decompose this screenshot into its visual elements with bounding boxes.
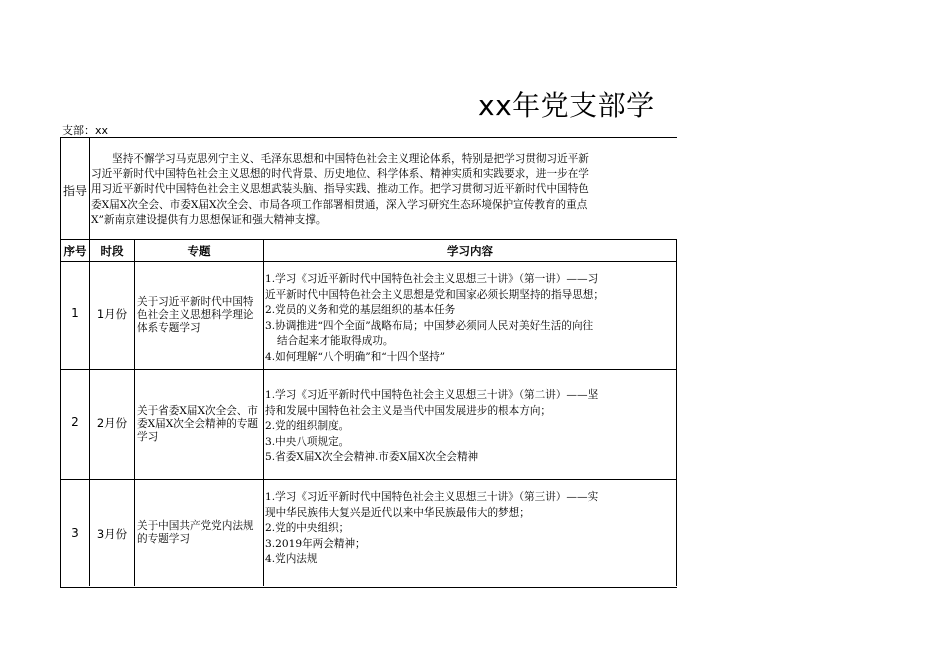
guide-line: X”新南京建设提供有力思想保证和强大精神支撑。	[91, 213, 327, 226]
guide-label: 指导	[63, 184, 88, 198]
content-line: 4.如何理解“八个明确”和“十四个坚持”	[265, 350, 446, 363]
row-divider-1	[61, 369, 677, 370]
row-period: 2月份	[96, 416, 128, 430]
content-line: 1.学习《习近平新时代中国特色社会主义思想三十讲》（第一讲）——习	[265, 273, 599, 285]
row-content	[265, 388, 675, 466]
row-topic: 关于习近平新时代中国特色社会主义思想科学理论体系专题学习	[137, 296, 254, 334]
col-divider-1	[89, 138, 90, 586]
col-divider-right	[676, 239, 677, 586]
row-content	[265, 490, 675, 568]
content-line: 2.党员的义务和党的基层组织的基本任务	[265, 304, 456, 316]
header-topic: 专题	[187, 244, 211, 258]
content-line: 3.协调推进“四个全面”战略布局；中国梦必须同人民对美好生活的向往	[265, 319, 594, 332]
guide-line: 委X届X次全会、市委X届X次全会、市局各项工作部署相贯通，深入学习研究生态环境保护宣传教育的重点	[91, 198, 588, 211]
content-line: 3.中央八项规定。	[265, 435, 350, 448]
content-line: 4.党内法规	[265, 553, 318, 565]
content-line: 持和发展中国特色社会主义是当代中国发展进步的根本方向；	[265, 404, 552, 417]
content-line: 现中华民族伟大复兴是近代以来中华民族最伟大的梦想；	[265, 506, 530, 519]
col-divider-3	[263, 239, 264, 586]
row-divider-2	[61, 479, 677, 480]
header-period: 时段	[100, 244, 124, 258]
content-line: 1.学习《习近平新时代中国特色社会主义思想三十讲》（第二讲）——坚	[265, 389, 599, 401]
content-line: 2.党的组织制度。	[265, 420, 350, 432]
branch-label: 支部：xx	[62, 124, 109, 137]
header-seq: 序号	[63, 244, 87, 258]
row-content	[265, 272, 675, 365]
content-line: 近平新时代中国特色社会主义思想是党和国家必须长期坚持的指导思想；	[265, 288, 604, 301]
content-line: 2.党的中央组织；	[265, 522, 350, 534]
header-content: 学习内容	[447, 244, 493, 258]
content-line: 1.学习《习近平新时代中国特色社会主义思想三十讲》（第三讲）——实	[265, 491, 599, 503]
page-title: xx年党支部学	[478, 89, 655, 122]
content-line: 3.2019年两会精神；	[265, 537, 366, 550]
row-topic: 关于中国共产党党内法规的专题学习	[137, 520, 254, 545]
content-line: 结合起来才能取得成功。	[277, 335, 394, 347]
guide-line: 坚持不懈学习马克思列宁主义、毛泽东思想和中国特色社会主义理论体系，特别是把学习贯彻习近平新	[91, 153, 589, 165]
guide-text	[91, 152, 675, 242]
guide-line: 用习近平新时代中国特色社会主义思想武装头脑、指导实践、推动工作。把学习贯彻习近平新时代中国特色	[91, 183, 589, 196]
row-period: 3月份	[96, 527, 128, 541]
row-period: 1月份	[96, 307, 128, 321]
guide-line: 习近平新时代中国特色社会主义思想的时代背景、历史地位、科学体系、精神实质和实践要求，进一步在学	[91, 168, 589, 181]
col-divider-2	[134, 239, 135, 586]
row-seq: 1	[71, 306, 79, 320]
row-seq: 2	[71, 415, 79, 429]
content-line: 5.省委X届X次全会精神.市委X届X次全会精神	[265, 451, 479, 463]
row-topic: 关于省委X届X次全会、市委X届X次全会精神的专题学习	[137, 405, 259, 443]
study-plan-table	[60, 137, 677, 588]
row-seq: 3	[71, 526, 79, 540]
